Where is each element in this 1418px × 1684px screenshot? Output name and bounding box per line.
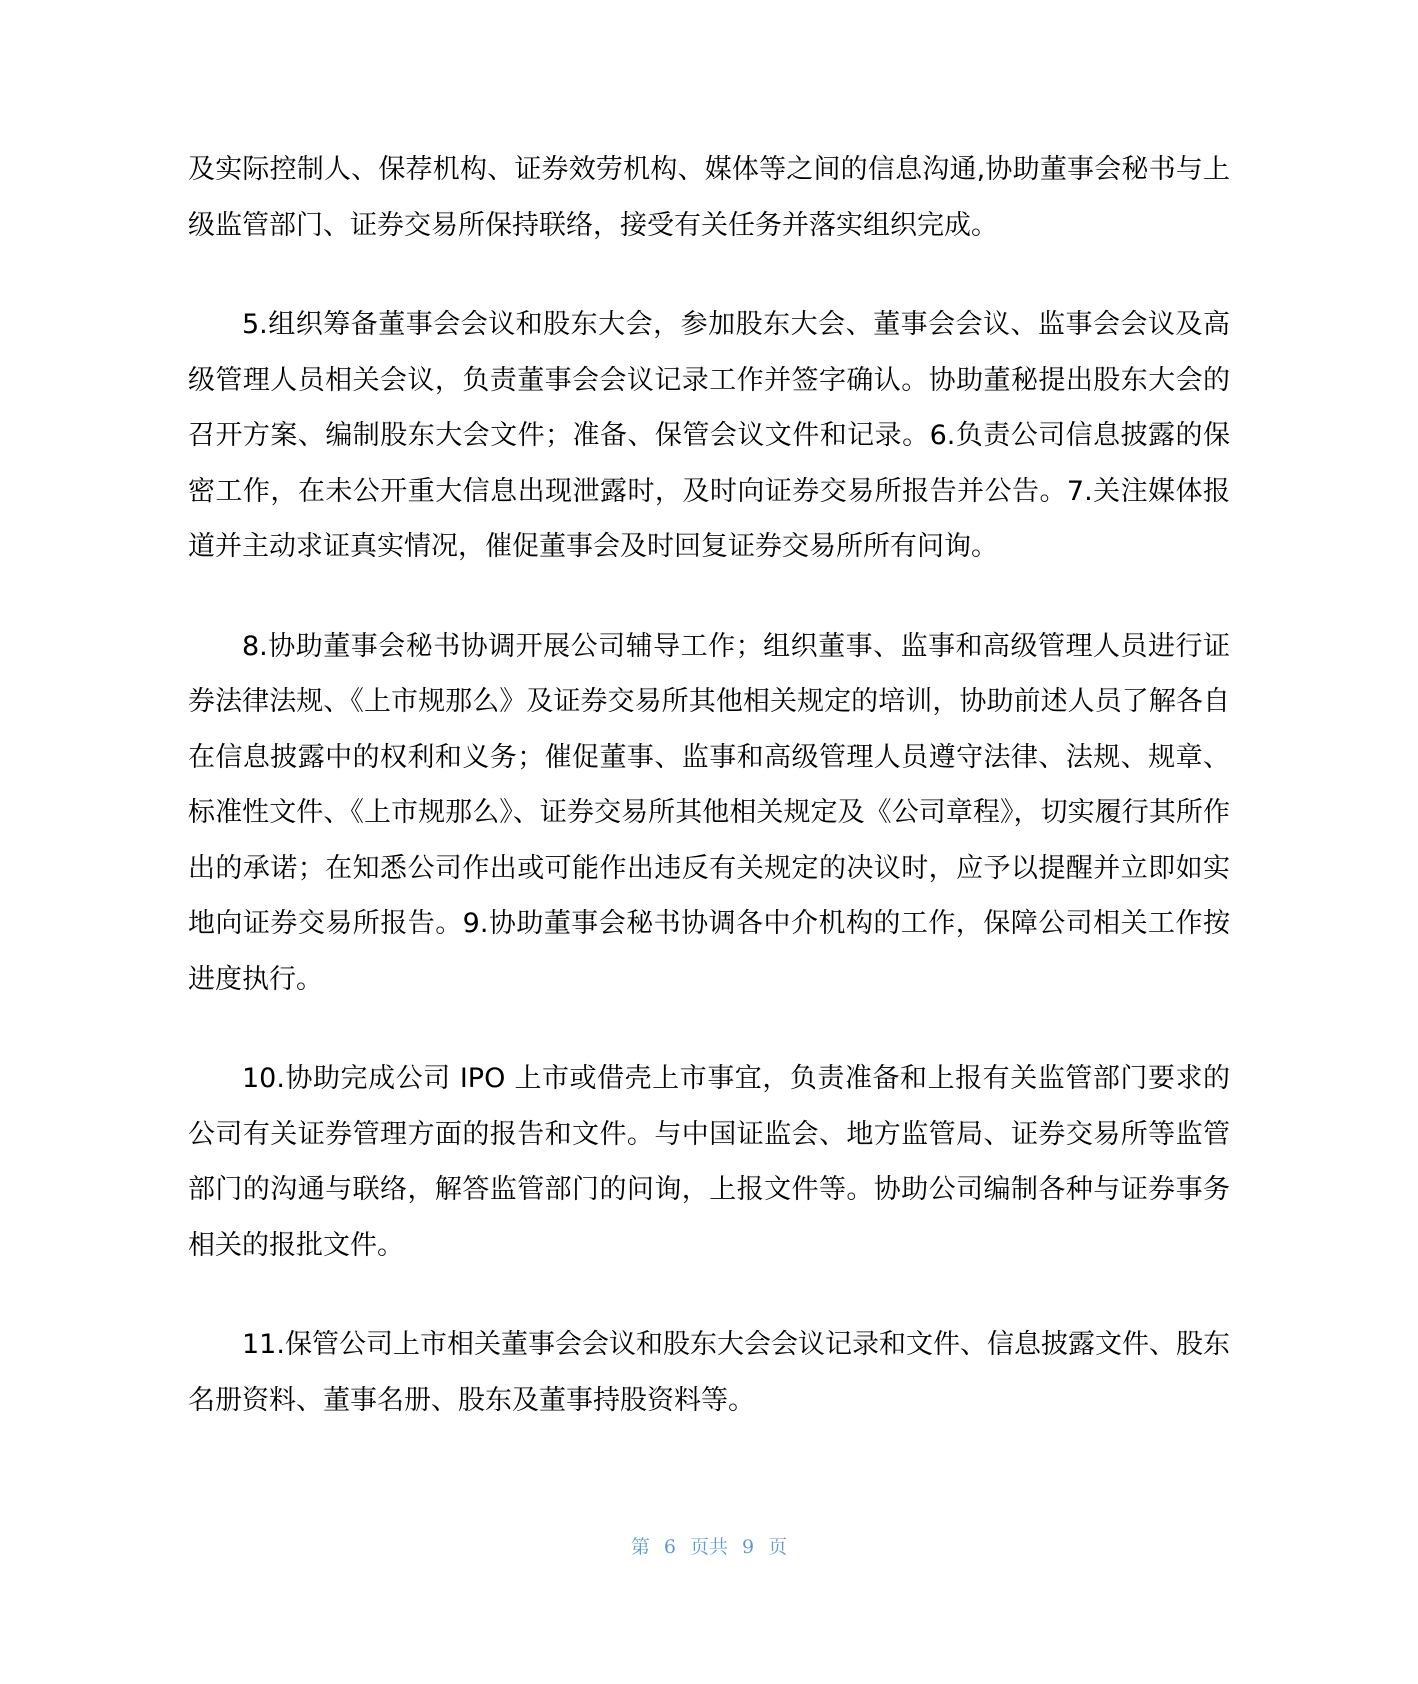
document-body — [188, 142, 1230, 1428]
paragraph-item-5: 5.组织筹备董事会会议和股东大会，参加股东大会、董事会会议、监事会会议及高级管理人员相关会议，负责董事会会议记录工作并签字确认。协助董秘提出股东大会的召开方案、编制股东大会文件；准备、保管会议文件和记录。6.负责公司信息披露的保密工作，在未公开重大信息出现泄露时，及时向证券交易所报告并公告。7.关注媒体报道并主动求证真实情况，催促董事会及时回复证券交易所所有问询。 — [188, 309, 1230, 562]
paragraph-item-8: 8.协助董事会秘书协调开展公司辅导工作；组织董事、监事和高级管理人员进行证券法律法规、《上市规那么》及证券交易所其他相关规定的培训，协助前述人员了解各自在信息披露中的权利和义务；催促董事、监事和高级管理人员遵守法律、法规、规章、标准性文件、《上市规那么》、证券交易所其他相关规定及《公司章程》，切实履行其所作出的承诺；在知悉公司作出或可能作出违反有关规定的决议时，应予以提醒并立即如实地向证券交易所报告。9.协助董事会秘书协调各中介机构的工作，保障公司相关工作按进度执行。 — [188, 630, 1230, 995]
paragraph-item-11: 11.保管公司上市相关董事会会议和股东大会会议记录和文件、信息披露文件、股东名册资料、董事名册、股东及董事持股资料等。 — [188, 1329, 1230, 1416]
footer-total-pages: 9 — [742, 1536, 755, 1558]
footer-current-page: 6 — [663, 1536, 676, 1558]
page-footer — [0, 1532, 1418, 1559]
footer-middle: 页共 — [689, 1536, 728, 1558]
paragraph-continuation: 及实际控制人、保荐机构、证券效劳机构、媒体等之间的信息沟通,协助董事会秘书与上级监管部门、证券交易所保持联络，接受有关任务并落实组织完成。 — [188, 154, 1230, 241]
footer-prefix: 第 — [630, 1536, 650, 1558]
paragraph-item-10: 10.协助完成公司 IPO 上市或借壳上市事宜，负责准备和上报有关监管部门要求的公司有关证券管理方面的报告和文件。与中国证监会、地方监管局、证券交易所等监管部门的沟通与联络，解答监管部门的问询，上报文件等。协助公司编制各种与证券事务相关的报批文件。 — [188, 1063, 1230, 1261]
footer-suffix: 页 — [768, 1536, 788, 1558]
